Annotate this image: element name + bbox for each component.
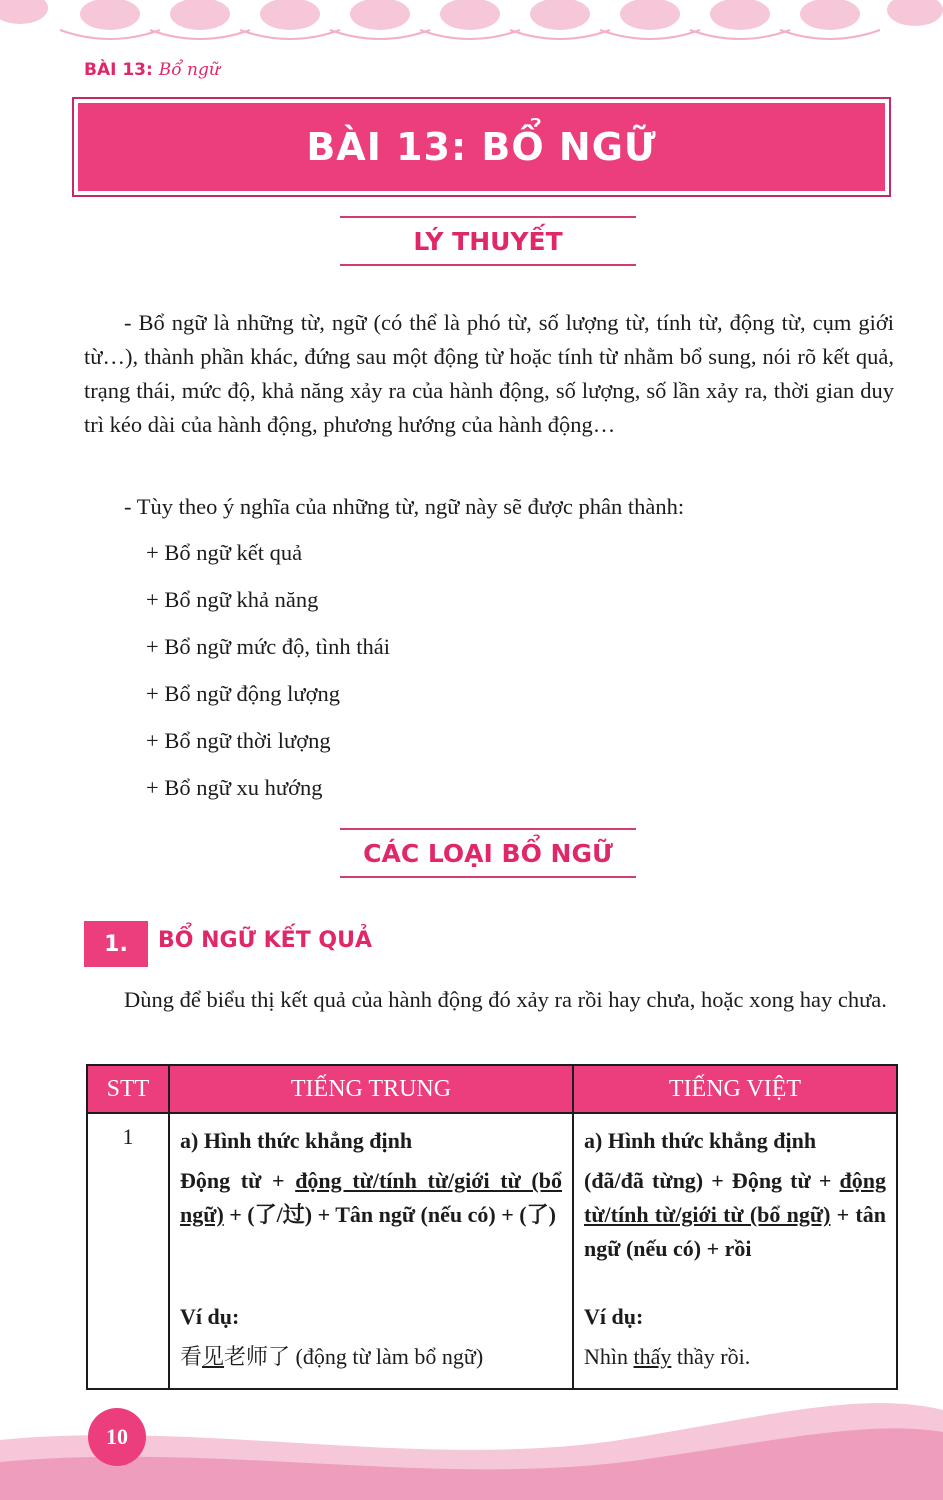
vietnamese-cell [573,1113,897,1389]
zh-form-heading: a) Hình thức khẳng định [180,1128,413,1153]
section-number-badge: 1. [84,921,148,967]
section-description: Dùng để biểu thị kết quả của hành động đó xảy ra rồi hay chưa, hoặc xong hay chưa. [124,987,887,1012]
header-stt: STT [87,1065,169,1113]
definition-paragraph: - Bổ ngữ là những từ, ngữ (có thể là phó từ, số lượng từ, tính từ, động từ, cụm giới từ…), thành phần khác, đứng sau một động từ hoặc tính từ nhằm bổ sung, nói rõ kết quả, trạng thái, mức độ, khả năng xảy ra của hành động, số lượng, số lần xảy ra, thời gian duy trì kéo dài của hành động, phương hướng của hành động… [84,310,894,437]
table-header-row [87,1065,897,1113]
type-list-item: + Bổ ngữ xu hướng [146,775,323,800]
classification-paragraph: - Tùy theo ý nghĩa của những từ, ngữ này sẽ được phân thành: [124,494,685,519]
grammar-table [86,1064,898,1390]
lesson-title-box [72,97,891,197]
zh-formula: Động từ + động từ/tính từ/giới từ (bổ ngữ) + (了/过) + Tân ngữ (nếu có) + (了) [180,1168,562,1227]
section-theory-heading: LÝ THUYẾT [340,216,636,266]
zh-example-label: Ví dụ: [180,1304,240,1329]
vi-form-heading: a) Hình thức khẳng định [584,1128,817,1153]
running-header-script: Bổ ngữ [158,60,220,80]
running-header-label: BÀI 13: [84,60,153,80]
table-row [87,1113,897,1389]
type-list-item: + Bổ ngữ khả năng [146,587,319,612]
vi-example: Nhìn thấy thầy rồi. [584,1344,751,1369]
vi-example-label: Ví dụ: [584,1304,644,1329]
vi-formula: (đã/đã từng) + Động từ + động từ/tính từ/giới từ (bổ ngữ) + tân ngữ (nếu có) + rồi [584,1168,886,1261]
stt-cell: 1 [87,1113,169,1389]
running-header [84,60,220,80]
chinese-cell [169,1113,573,1389]
lesson-title: BÀI 13: BỔ NGỮ [78,103,885,191]
type-list-item: + Bổ ngữ thời lượng [146,728,331,753]
type-list-item: + Bổ ngữ mức độ, tình thái [146,634,390,659]
section-types-heading: CÁC LOẠI BỔ NGỮ [340,828,636,878]
header-chinese: TIẾNG TRUNG [169,1065,573,1113]
type-list-item: + Bổ ngữ kết quả [146,540,303,565]
section-title: BỔ NGỮ KẾT QUẢ [158,928,372,953]
page-number: 10 [88,1408,146,1466]
header-vietnamese: TIẾNG VIỆT [573,1065,897,1113]
top-wave-decoration [0,0,943,50]
zh-example: 看见老师了 (động từ làm bổ ngữ) [180,1344,484,1369]
type-list-item: + Bổ ngữ động lượng [146,681,340,706]
